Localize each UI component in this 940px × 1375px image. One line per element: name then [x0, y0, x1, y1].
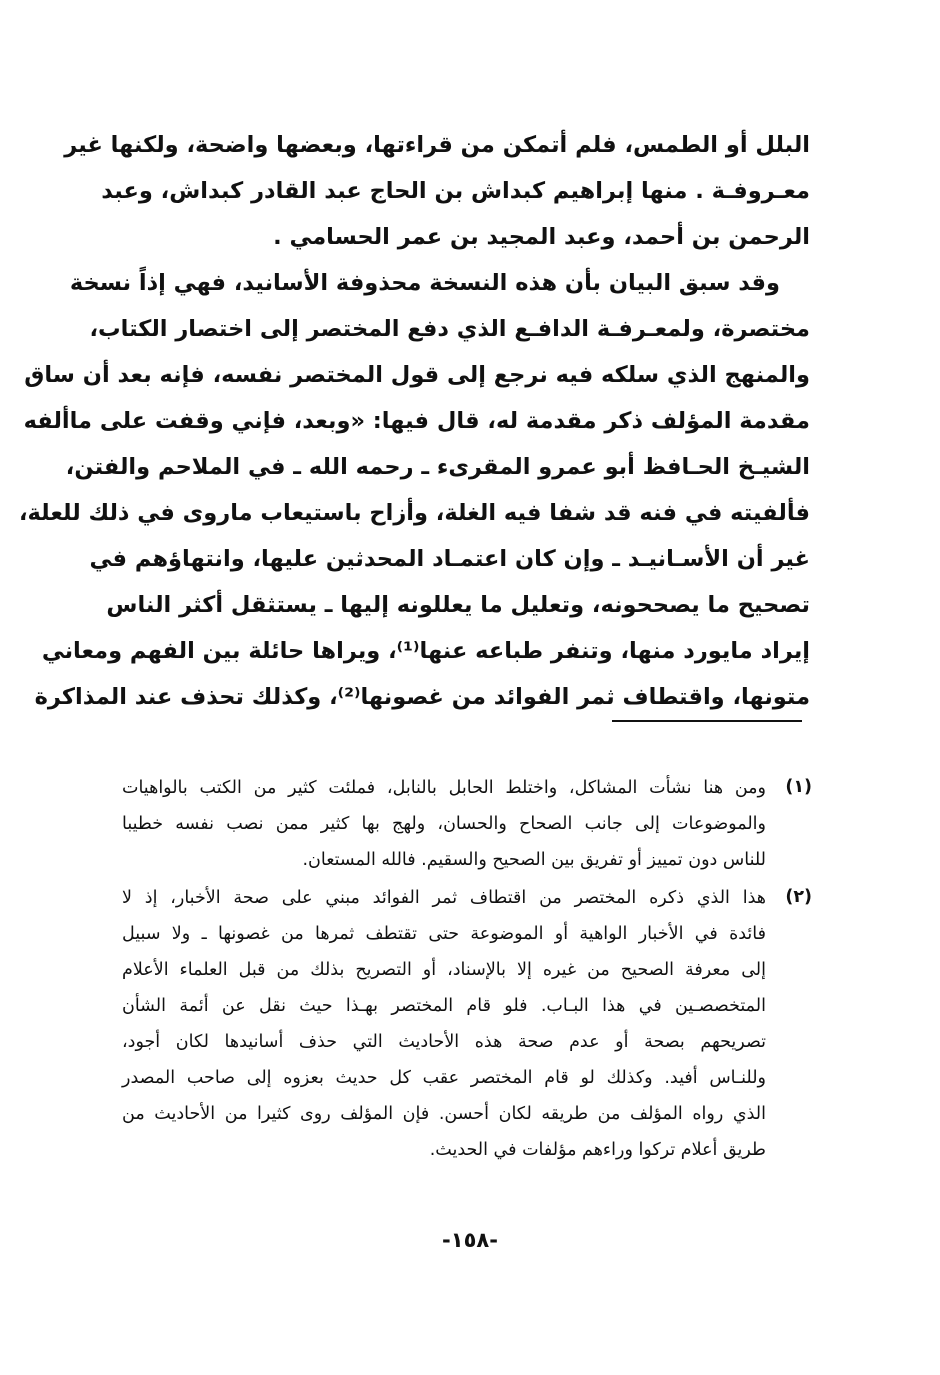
footnote-line: تصريحهم بصحة أو عدم صحة هذه الأحاديث التي حذف أسانيدها لكان أجود،: [122, 1032, 766, 1052]
footnote-1: [122, 770, 812, 878]
footnote-line: للناس دون تمييز أو تفريق بين الصحيح والسقيم. فالله المستعان.: [302, 850, 766, 870]
main-text-block: [18, 122, 810, 720]
footnote-line: وللنـاس أفيد. وكذلك لو قام المختصر عقب كل حديث بعزوه إلى صاحب المصدر: [122, 1068, 766, 1088]
main-text-line: تصحيح ما يصححونه، وتعليل ما يعللونه إليها ـ يستثقل أكثر الناس: [106, 592, 810, 618]
footnotes-block: [122, 770, 812, 1170]
footnote-line: هذا الذي ذكره المختصر من اقتطاف ثمر الفوائد مبني على صحة الأخبار، إذ لا: [122, 888, 766, 908]
footnote-line: والموضوعات إلى جانب الصحاح والحسان، ولهج بها كثير ممن نصب نفسه خطيبا: [122, 814, 766, 834]
footnote-body: [122, 880, 766, 1168]
main-text-line: والمنهج الذي سلكه فيه نرجع إلى قول المختصر نفسه، فإنه بعد أن ساق: [24, 362, 810, 388]
footnote-line: الذي رواه المؤلف من طريقه لكان أحسن. فإن المؤلف روى كثيرا من الأحاديث من: [122, 1104, 766, 1124]
footnote-line: فائدة في الأخبار الواهية أو الموضوعة حتى تقتطف ثمرها من غصونها ـ ولا سبيل: [122, 924, 766, 944]
footnote-line: إلى معرفة الصحيح من غيره إلا بالإسناد، أو التصريح بذلك من قبل العلماء الأعلام: [122, 960, 766, 980]
main-text-line: البلل أو الطمس، فلم أتمكن من قراءتها، وبعضها واضحة، ولكنها غير: [64, 132, 810, 158]
main-text-line: مختصرة، ولمعـرفـة الدافـع الذي دفع المختصر إلى اختصار الكتاب،: [89, 316, 810, 342]
main-text-line: فألفيته في فنه قد شفا فيه الغلة، وأزاح باستيعاب ماروى في ذلك للعلة،: [18, 500, 810, 526]
main-text-line: مقدمة المؤلف ذكر مقدمة له، قال فيها: «وبعد، فإني وقفت على ماألفه: [23, 408, 810, 434]
main-text-line: غير أن الأسـانيـد ـ وإن كان اعتمـاد المحدثين عليها، وانتهاؤهم في: [89, 546, 810, 572]
footnote-2: [122, 880, 812, 1168]
footnote-number: (١): [785, 777, 812, 797]
main-text-line: وقد سبق البيان بأن هذه النسخة محذوفة الأسانيد، فهي إذاً نسخة: [69, 270, 780, 296]
footnote-separator: [612, 720, 802, 722]
main-text-line: معـروفـة . منها إبراهيم كبداش بن الحاج عبد القادر كبداش، وعبد: [101, 178, 810, 204]
main-text-line: إيراد مايورد منها، وتنفر طباعه عنها⁽¹⁾، ويراها حائلة بين الفهم ومعاني: [41, 638, 810, 664]
footnote-line: المتخصصـين في هذا البـاب. فلو قام المختصر بهـذا حيث نقل عن أئمة الشأن: [122, 996, 766, 1016]
page-number: -١٥٨-: [442, 1228, 498, 1252]
footnote-number: (٢): [785, 887, 812, 907]
main-text-line: الشيـخ الحـافظ أبو عمرو المقرىء ـ رحمه الله ـ في الملاحم والفتن،: [65, 454, 810, 480]
footnote-line: ومن هنا نشأت المشاكل، واختلط الحابل بالنابل، فملئت كثير من الكتب بالواهيات: [122, 778, 766, 798]
main-text-line: الرحمن بن أحمد، وعبد المجيد بن عمر الحسامي .: [273, 224, 810, 250]
main-text-line: متونها، واقتطاف ثمر الفوائد من غصونها⁽²⁾، وكذلك تحذف عند المذاكرة: [34, 684, 810, 710]
footnote-line: طريق أعلام تركوا وراءهم مؤلفات في الحديث.: [429, 1140, 766, 1160]
footnote-body: [122, 770, 766, 878]
